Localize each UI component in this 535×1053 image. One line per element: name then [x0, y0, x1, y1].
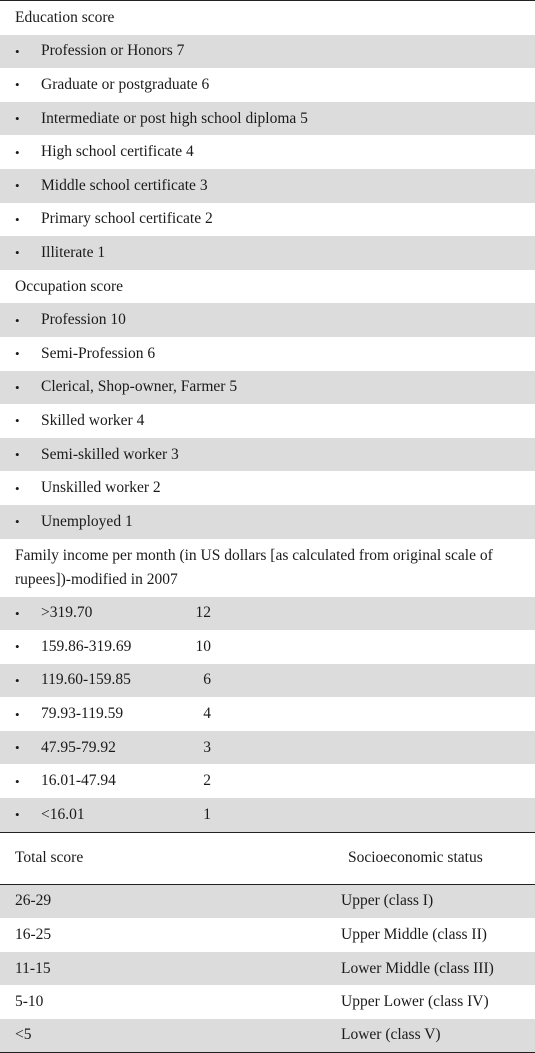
income-score: 2 [203, 772, 211, 790]
bullet-icon: • [15, 178, 20, 194]
list-item: • Clerical, Shop-owner, Farmer 5 [0, 371, 535, 405]
list-item: • Profession 10 [0, 303, 535, 337]
income-row [0, 664, 535, 698]
bullet-icon: • [15, 514, 20, 530]
income-row [0, 597, 535, 631]
bullet-icon: • [15, 639, 20, 655]
bullet-icon: • [15, 211, 20, 227]
bullet-icon: • [15, 245, 20, 261]
income-score: 3 [203, 738, 211, 756]
bullet-icon: • [15, 807, 20, 823]
income-score: 6 [203, 671, 211, 689]
income-range: <16.01 [41, 805, 85, 823]
income-range: 16.01-47.94 [41, 772, 116, 790]
table-row [0, 1019, 535, 1053]
bullet-icon: • [15, 413, 20, 429]
bullet-icon: • [15, 672, 20, 688]
income-score: 12 [195, 604, 211, 622]
status-cell: Lower Middle (class III) [341, 959, 494, 977]
status-cell: Upper (class I) [341, 892, 434, 910]
score-cell: 5-10 [15, 993, 44, 1011]
income-row [0, 798, 535, 832]
income-heading: Family income per month (in US dollars [as calculated from original scale of rupees])-modified in 2007 [0, 539, 535, 597]
status-cell: Lower (class V) [341, 1026, 441, 1044]
score-cell: <5 [15, 1026, 32, 1044]
income-range: 159.86-319.69 [41, 637, 132, 655]
bullet-icon: • [15, 144, 20, 160]
list-item: • Profession or Honors 7 [0, 35, 535, 69]
status-cell: Upper Middle (class II) [341, 926, 487, 944]
bullet-icon: • [15, 111, 20, 127]
income-range: 47.95-79.92 [41, 738, 116, 756]
column-header-status: Socioeconomic status [348, 849, 483, 867]
bullet-icon: • [15, 77, 20, 93]
list-item: • Middle school certificate 3 [0, 169, 535, 203]
score-cell: 16-25 [15, 926, 52, 944]
bullet-icon: • [15, 480, 20, 496]
table-row [0, 918, 535, 952]
list-item: • Primary school certificate 2 [0, 203, 535, 237]
occupation-heading: Occupation score [0, 270, 535, 304]
list-item: • Semi-Profession 6 [0, 337, 535, 371]
bullet-icon: • [15, 346, 20, 362]
list-item: • Semi-skilled worker 3 [0, 438, 535, 472]
education-heading: Education score [0, 1, 535, 35]
income-score: 1 [203, 805, 211, 823]
column-header-total-score: Total score [15, 849, 84, 867]
status-cell: Upper Lower (class IV) [341, 993, 489, 1011]
income-row [0, 764, 535, 798]
income-row [0, 731, 535, 765]
bullet-icon: • [15, 43, 20, 59]
status-table-header [0, 833, 535, 885]
income-score: 4 [203, 705, 211, 723]
bullet-icon: • [15, 706, 20, 722]
list-item: • Intermediate or post high school diploma 5 [0, 102, 535, 136]
income-range: 79.93-119.59 [41, 705, 124, 723]
bullet-icon: • [15, 605, 20, 621]
income-range: >319.70 [41, 604, 93, 622]
list-item: • High school certificate 4 [0, 135, 535, 169]
income-range: 119.60-159.85 [41, 671, 131, 689]
table-row [0, 985, 535, 1019]
score-cell: 26-29 [15, 892, 52, 910]
score-cell: 11-15 [15, 959, 51, 977]
bullet-icon: • [15, 740, 20, 756]
income-row [0, 697, 535, 731]
bullet-icon: • [15, 447, 20, 463]
list-item: • Illiterate 1 [0, 236, 535, 270]
bullet-icon: • [15, 379, 20, 395]
list-item: • Graduate or postgraduate 6 [0, 68, 535, 102]
bullet-icon: • [15, 312, 20, 328]
table-row [0, 952, 535, 986]
income-row [0, 630, 535, 664]
list-item: • Unskilled worker 2 [0, 471, 535, 505]
table-row [0, 885, 535, 919]
income-score: 10 [195, 637, 211, 655]
list-item: • Unemployed 1 [0, 505, 535, 539]
bullet-icon: • [15, 773, 20, 789]
list-item: • Skilled worker 4 [0, 404, 535, 438]
